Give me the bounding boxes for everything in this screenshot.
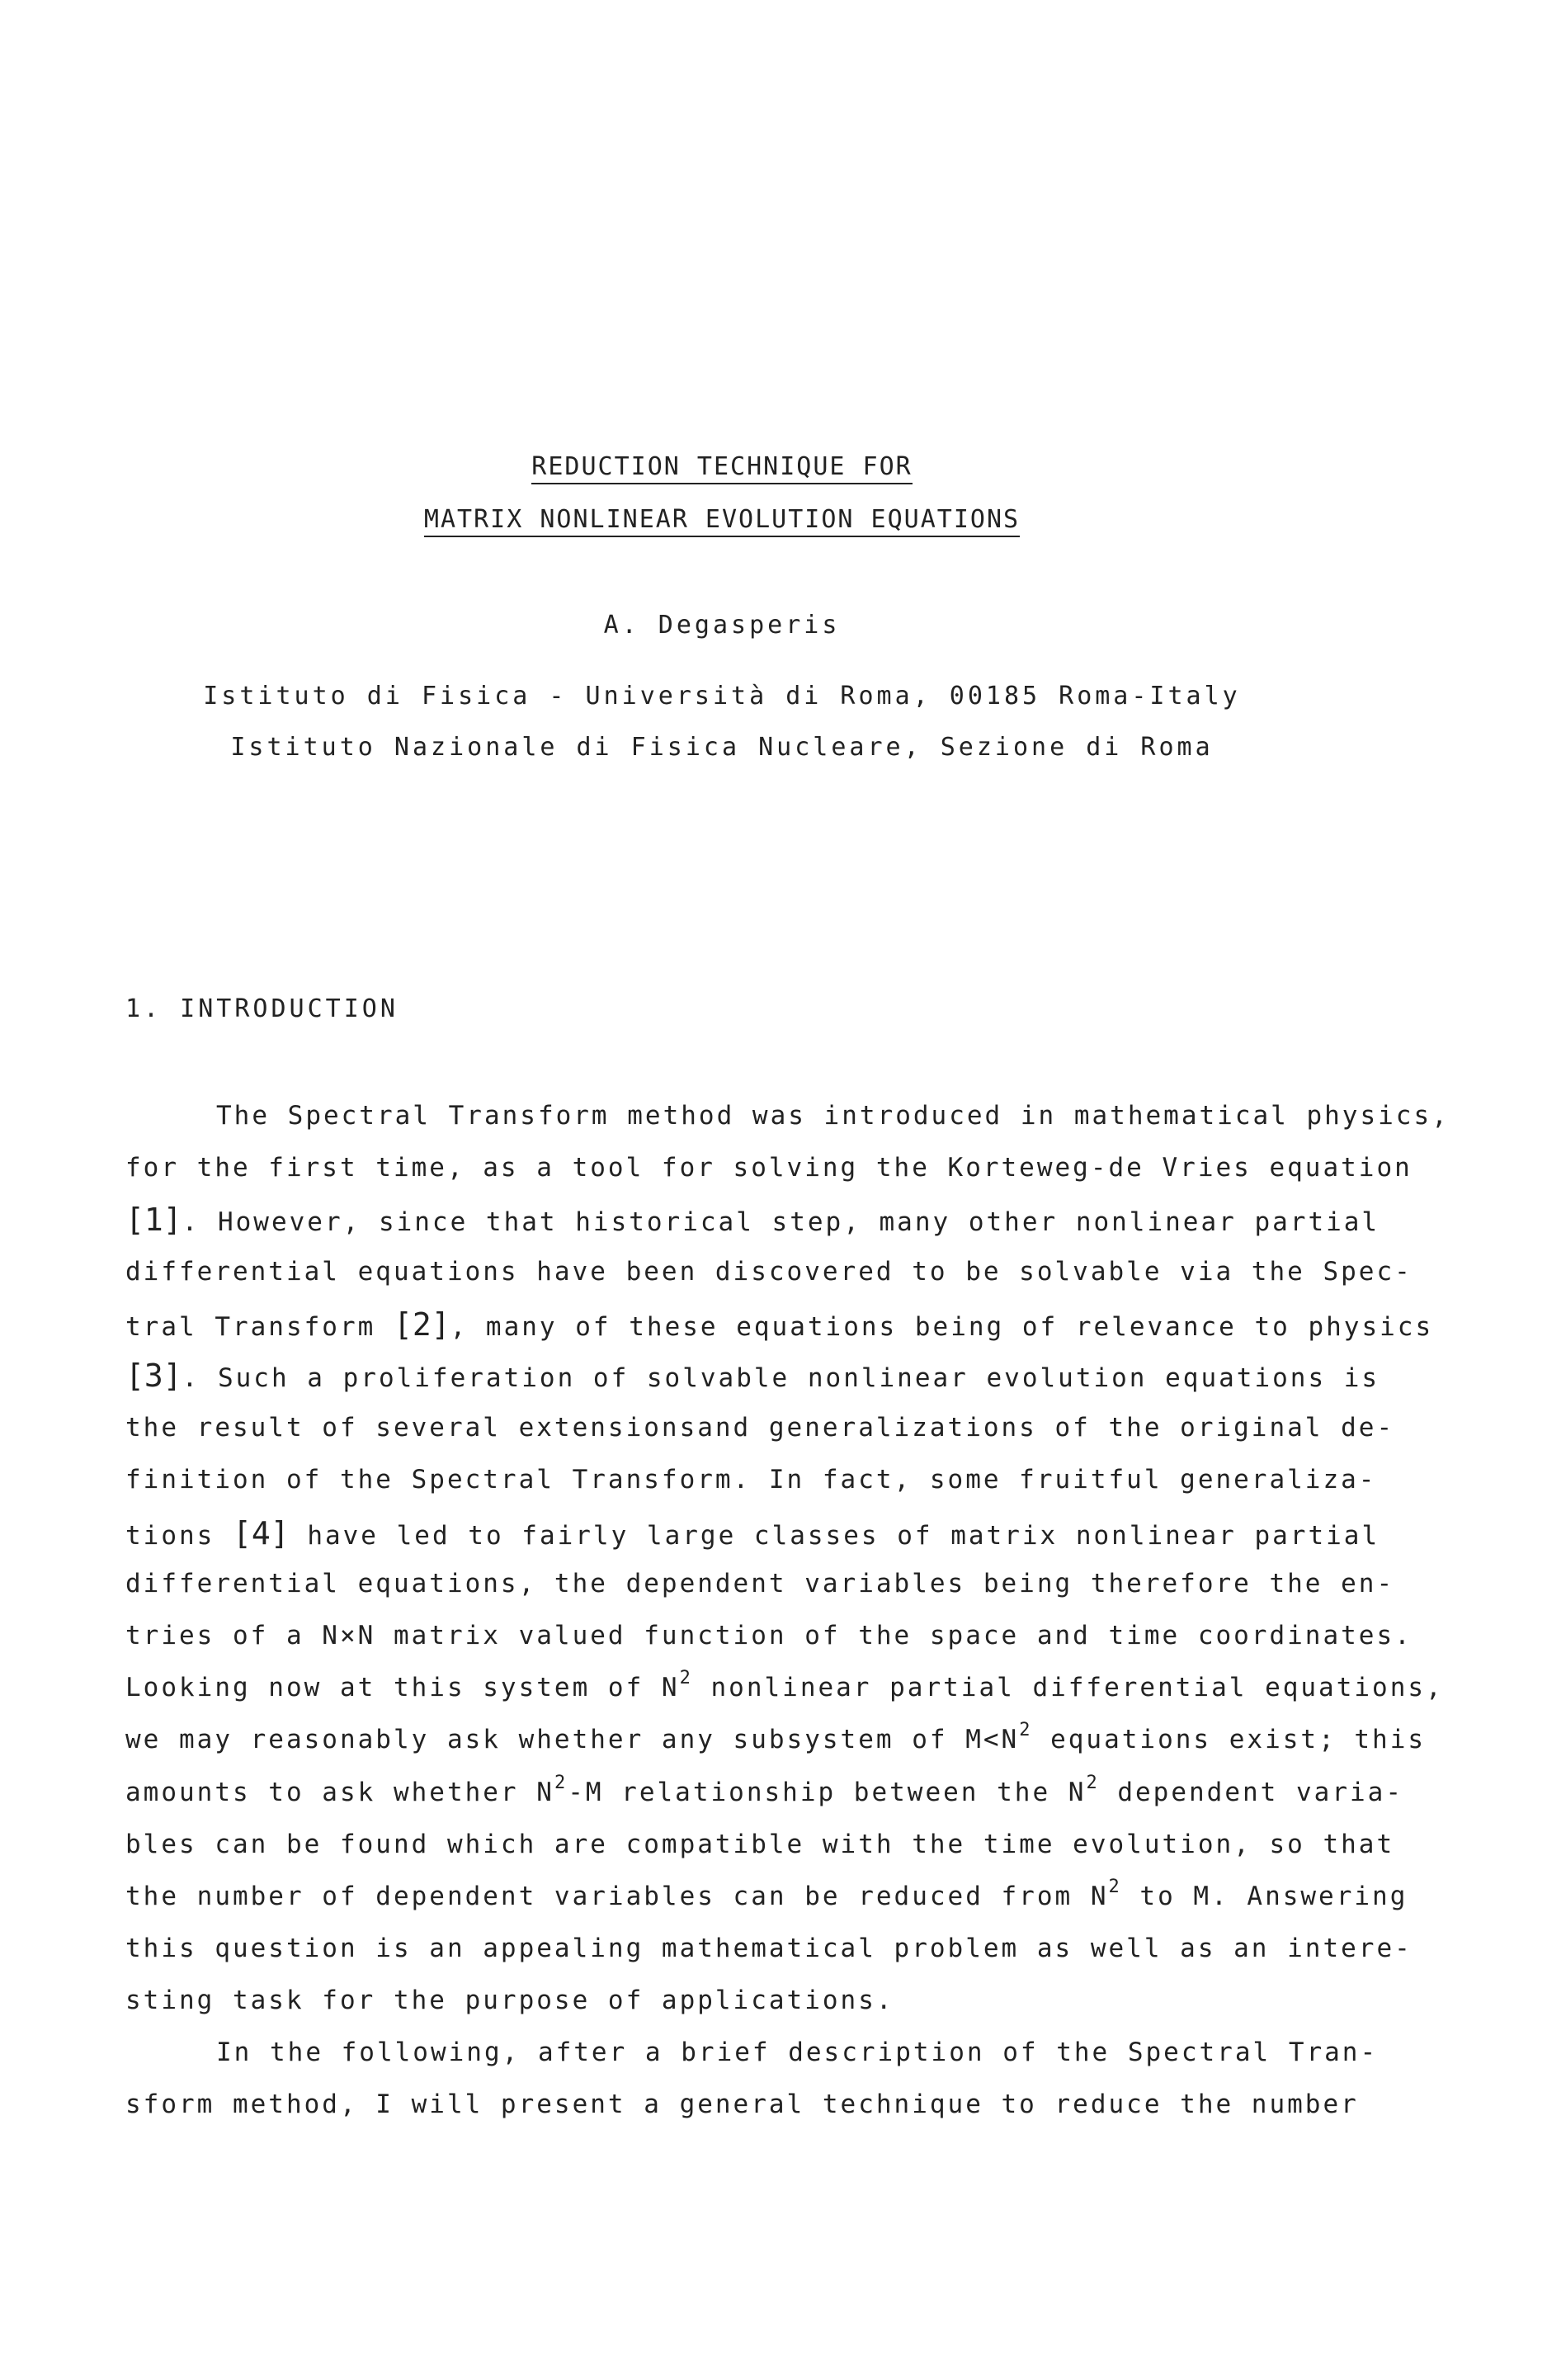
line-text: equations exist; this bbox=[1050, 1725, 1427, 1754]
author-name: A. Degasperis bbox=[603, 611, 841, 640]
paragraph-line bbox=[125, 1569, 1394, 1598]
line-text: we may reasonably ask whether any subsystem of M<N bbox=[125, 1725, 1020, 1754]
paragraph-line bbox=[125, 1772, 1403, 1807]
superscript: 2 bbox=[554, 1772, 568, 1793]
line-text: . However, since that historical step, many other nonlinear partial bbox=[182, 1207, 1380, 1237]
paragraph-line bbox=[125, 1934, 1413, 1963]
line-text: to M. Answering bbox=[1139, 1882, 1408, 1911]
line-text: tral Transform bbox=[125, 1312, 376, 1342]
reference-1: [1] bbox=[125, 1202, 182, 1238]
paragraph-line bbox=[125, 1876, 1408, 1911]
title-text-2: MATRIX NONLINEAR EVOLUTION EQUATIONS bbox=[424, 505, 1020, 537]
paragraph-line bbox=[125, 1719, 1427, 1754]
line-text: The Spectral Transform method was introduced in mathematical physics, bbox=[216, 1101, 1450, 1131]
paragraph-line bbox=[125, 1621, 1413, 1650]
line-text: the number of dependent variables can be reduced from N bbox=[125, 1882, 1109, 1911]
paragraph-line bbox=[125, 1830, 1394, 1859]
line-text: have led to fairly large classes of matrix nonlinear partial bbox=[307, 1521, 1380, 1551]
line-text: bles can be found which are compatible with the time evolution, so that bbox=[125, 1830, 1395, 1859]
paragraph-line bbox=[125, 1306, 1433, 1343]
affiliation-1: Istituto di Fisica - Università di Roma, 00185 Roma-Italy bbox=[203, 682, 1241, 711]
line-text: nonlinear partial differential equations, bbox=[710, 1673, 1444, 1702]
line-text: finition of the Spectral Transform. In fact, some fruitful generaliza- bbox=[125, 1465, 1377, 1495]
line-text: differential equations have been discovered to be solvable via the Spec- bbox=[125, 1257, 1413, 1287]
line-text: amounts to ask whether N bbox=[125, 1778, 554, 1807]
paragraph-line bbox=[125, 1986, 894, 2015]
reference-4: [4] bbox=[233, 1515, 290, 1551]
reference-3: [3] bbox=[125, 1358, 182, 1394]
paragraph-line bbox=[125, 1413, 1394, 1443]
superscript: 2 bbox=[1108, 1876, 1122, 1897]
paragraph-line bbox=[125, 1358, 1380, 1394]
line-text: dependent varia- bbox=[1117, 1778, 1403, 1807]
line-text: Looking now at this system of N bbox=[125, 1673, 680, 1702]
title-line-1 bbox=[0, 452, 1444, 484]
reference-2: [2] bbox=[393, 1306, 450, 1343]
paragraph-line bbox=[125, 1667, 1444, 1702]
paragraph-line bbox=[125, 1257, 1413, 1287]
line-text: In the following, after a brief description of the Spectral Tran- bbox=[216, 2038, 1379, 2067]
paragraph-line bbox=[125, 1202, 1380, 1238]
paragraph-line bbox=[216, 2038, 1378, 2067]
line-text: sform method, I will present a general technique to reduce the number bbox=[125, 2090, 1359, 2119]
paragraph-line bbox=[216, 1101, 1450, 1131]
title-text-1: REDUCTION TECHNIQUE FOR bbox=[531, 452, 912, 484]
superscript: 2 bbox=[679, 1667, 693, 1688]
paragraph-line bbox=[125, 2090, 1359, 2119]
line-text: . Such a proliferation of solvable nonlinear evolution equations is bbox=[182, 1363, 1380, 1393]
line-text: for the first time, as a tool for solving the Korteweg-de Vries equation bbox=[125, 1153, 1413, 1183]
superscript: 2 bbox=[1086, 1772, 1100, 1793]
superscript: 2 bbox=[1019, 1719, 1033, 1740]
title-line-2 bbox=[0, 505, 1444, 537]
section-heading: 1. INTRODUCTION bbox=[125, 994, 399, 1023]
paragraph-line bbox=[125, 1153, 1413, 1183]
paragraph-line bbox=[125, 1515, 1380, 1551]
affiliation-2: Istituto Nazionale di Fisica Nucleare, Sezione di Roma bbox=[230, 733, 1214, 762]
line-text: sting task for the purpose of applications. bbox=[125, 1986, 894, 2015]
line-text: tries of a N×N matrix valued function of the space and time coordinates. bbox=[125, 1621, 1413, 1650]
line-text: , many of these equations being of relevance to physics bbox=[450, 1312, 1434, 1342]
line-text: the result of several extensionsand generalizations of the original de- bbox=[125, 1413, 1395, 1443]
paragraph-line bbox=[125, 1465, 1376, 1495]
line-text: -M relationship between the N bbox=[568, 1778, 1087, 1807]
line-text: differential equations, the dependent variables being therefore the en- bbox=[125, 1569, 1395, 1598]
line-text: tions bbox=[125, 1521, 215, 1551]
line-text: this question is an appealing mathematical problem as well as an intere- bbox=[125, 1934, 1413, 1963]
